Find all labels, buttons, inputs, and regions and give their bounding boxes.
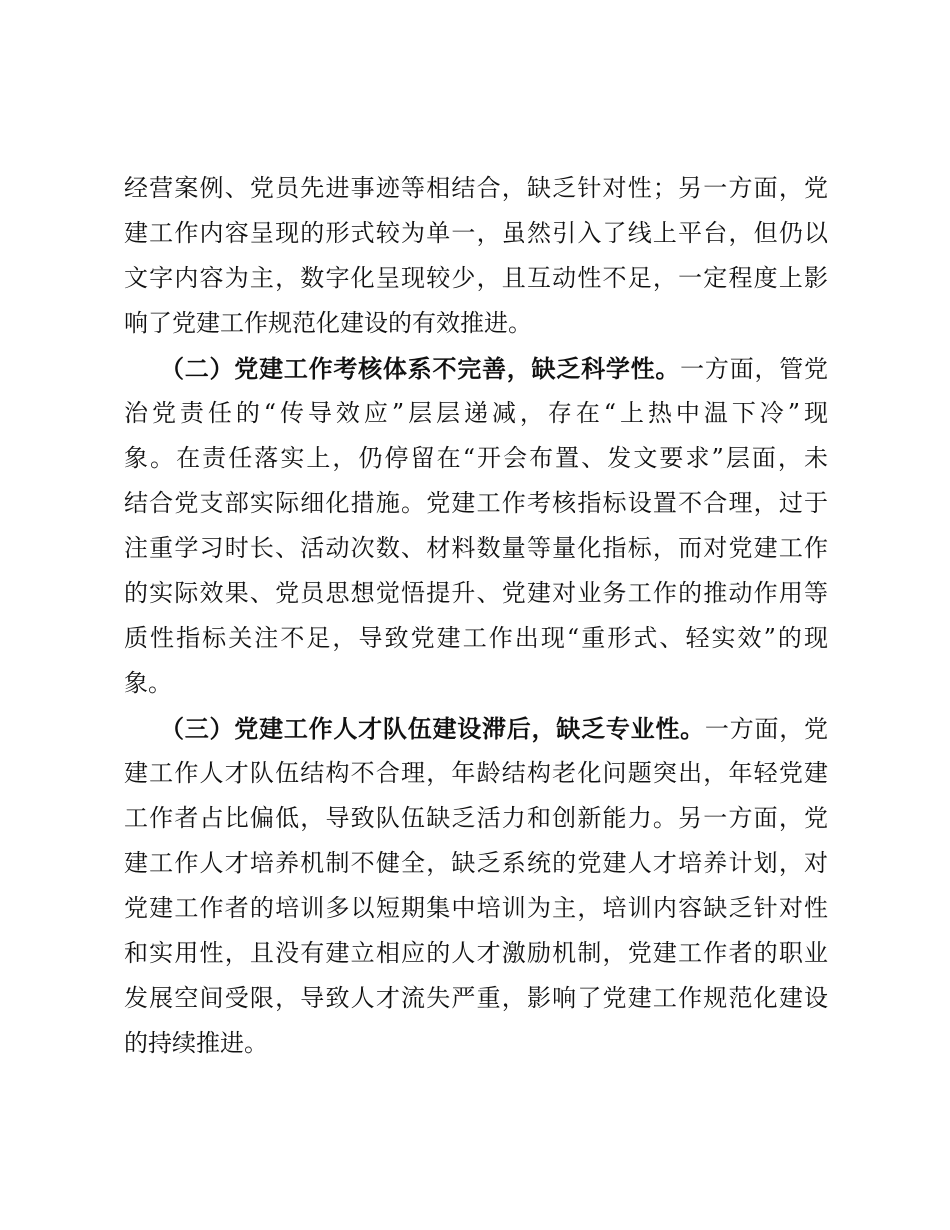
section-heading-3: （三）党建工作人才队伍建设滞后，缺乏专业性。: [160, 714, 705, 743]
text-line: [124, 706, 828, 751]
text-line: 党建工作者的培训多以短期集中培训为主，培训内容缺乏针对性: [124, 894, 828, 922]
text-line: 文字内容为主，数字化呈现较少，且互动性不足，一定程度上影: [124, 264, 828, 292]
paragraph-3: [124, 706, 828, 1066]
text-line: 工作者占比偏低，导致队伍缺乏活力和创新能力。另一方面，党: [124, 804, 828, 832]
text-line: 的实际效果、党员思想觉悟提升、党建对业务工作的推动作用等: [124, 579, 828, 607]
text-line: 建工作人才培养机制不健全，缺乏系统的党建人才培养计划，对: [124, 849, 828, 877]
text-line: 经营案例、党员先进事迹等相结合，缺乏针对性；另一方面，党: [124, 174, 828, 202]
text-line: 结合党支部实际细化措施。党建工作考核指标设置不合理，过于: [124, 489, 828, 517]
document-body: [124, 166, 828, 1066]
text-line: 治党责任的“传导效应”层层递减，存在“上热中温下冷”现: [124, 399, 828, 427]
text-line: 象。在责任落实上，仍停留在“开会布置、发文要求”层面，未: [124, 444, 828, 472]
paragraph-1: [124, 166, 828, 346]
text-line: 建工作内容呈现的形式较为单一，虽然引入了线上平台，但仍以: [124, 219, 828, 247]
text-line: 建工作人才队伍结构不合理，年龄结构老化问题突出，年轻党建: [124, 759, 828, 787]
text-line: [124, 346, 828, 391]
text-line: 注重学习时长、活动次数、材料数量等量化指标，而对党建工作: [124, 534, 828, 562]
text-run: 一方面，党: [704, 715, 828, 743]
text-line: 质性指标关注不足，导致党建工作出现“重形式、轻实效”的现: [124, 624, 828, 652]
text-line: 的持续推进。: [124, 1029, 268, 1057]
text-line: 响了党建工作规范化建设的有效推进。: [124, 309, 532, 337]
text-line: 和实用性，且没有建立相应的人才激励机制，党建工作者的职业: [124, 939, 828, 967]
section-heading-2: （二）党建工作考核体系不完善，缺乏科学性。: [160, 354, 681, 383]
paragraph-2: [124, 346, 828, 706]
text-line: 发展空间受限，导致人才流失严重，影响了党建工作规范化建设: [124, 984, 828, 1012]
text-line: 象。: [124, 669, 172, 697]
text-run: 一方面，管党: [680, 355, 829, 383]
